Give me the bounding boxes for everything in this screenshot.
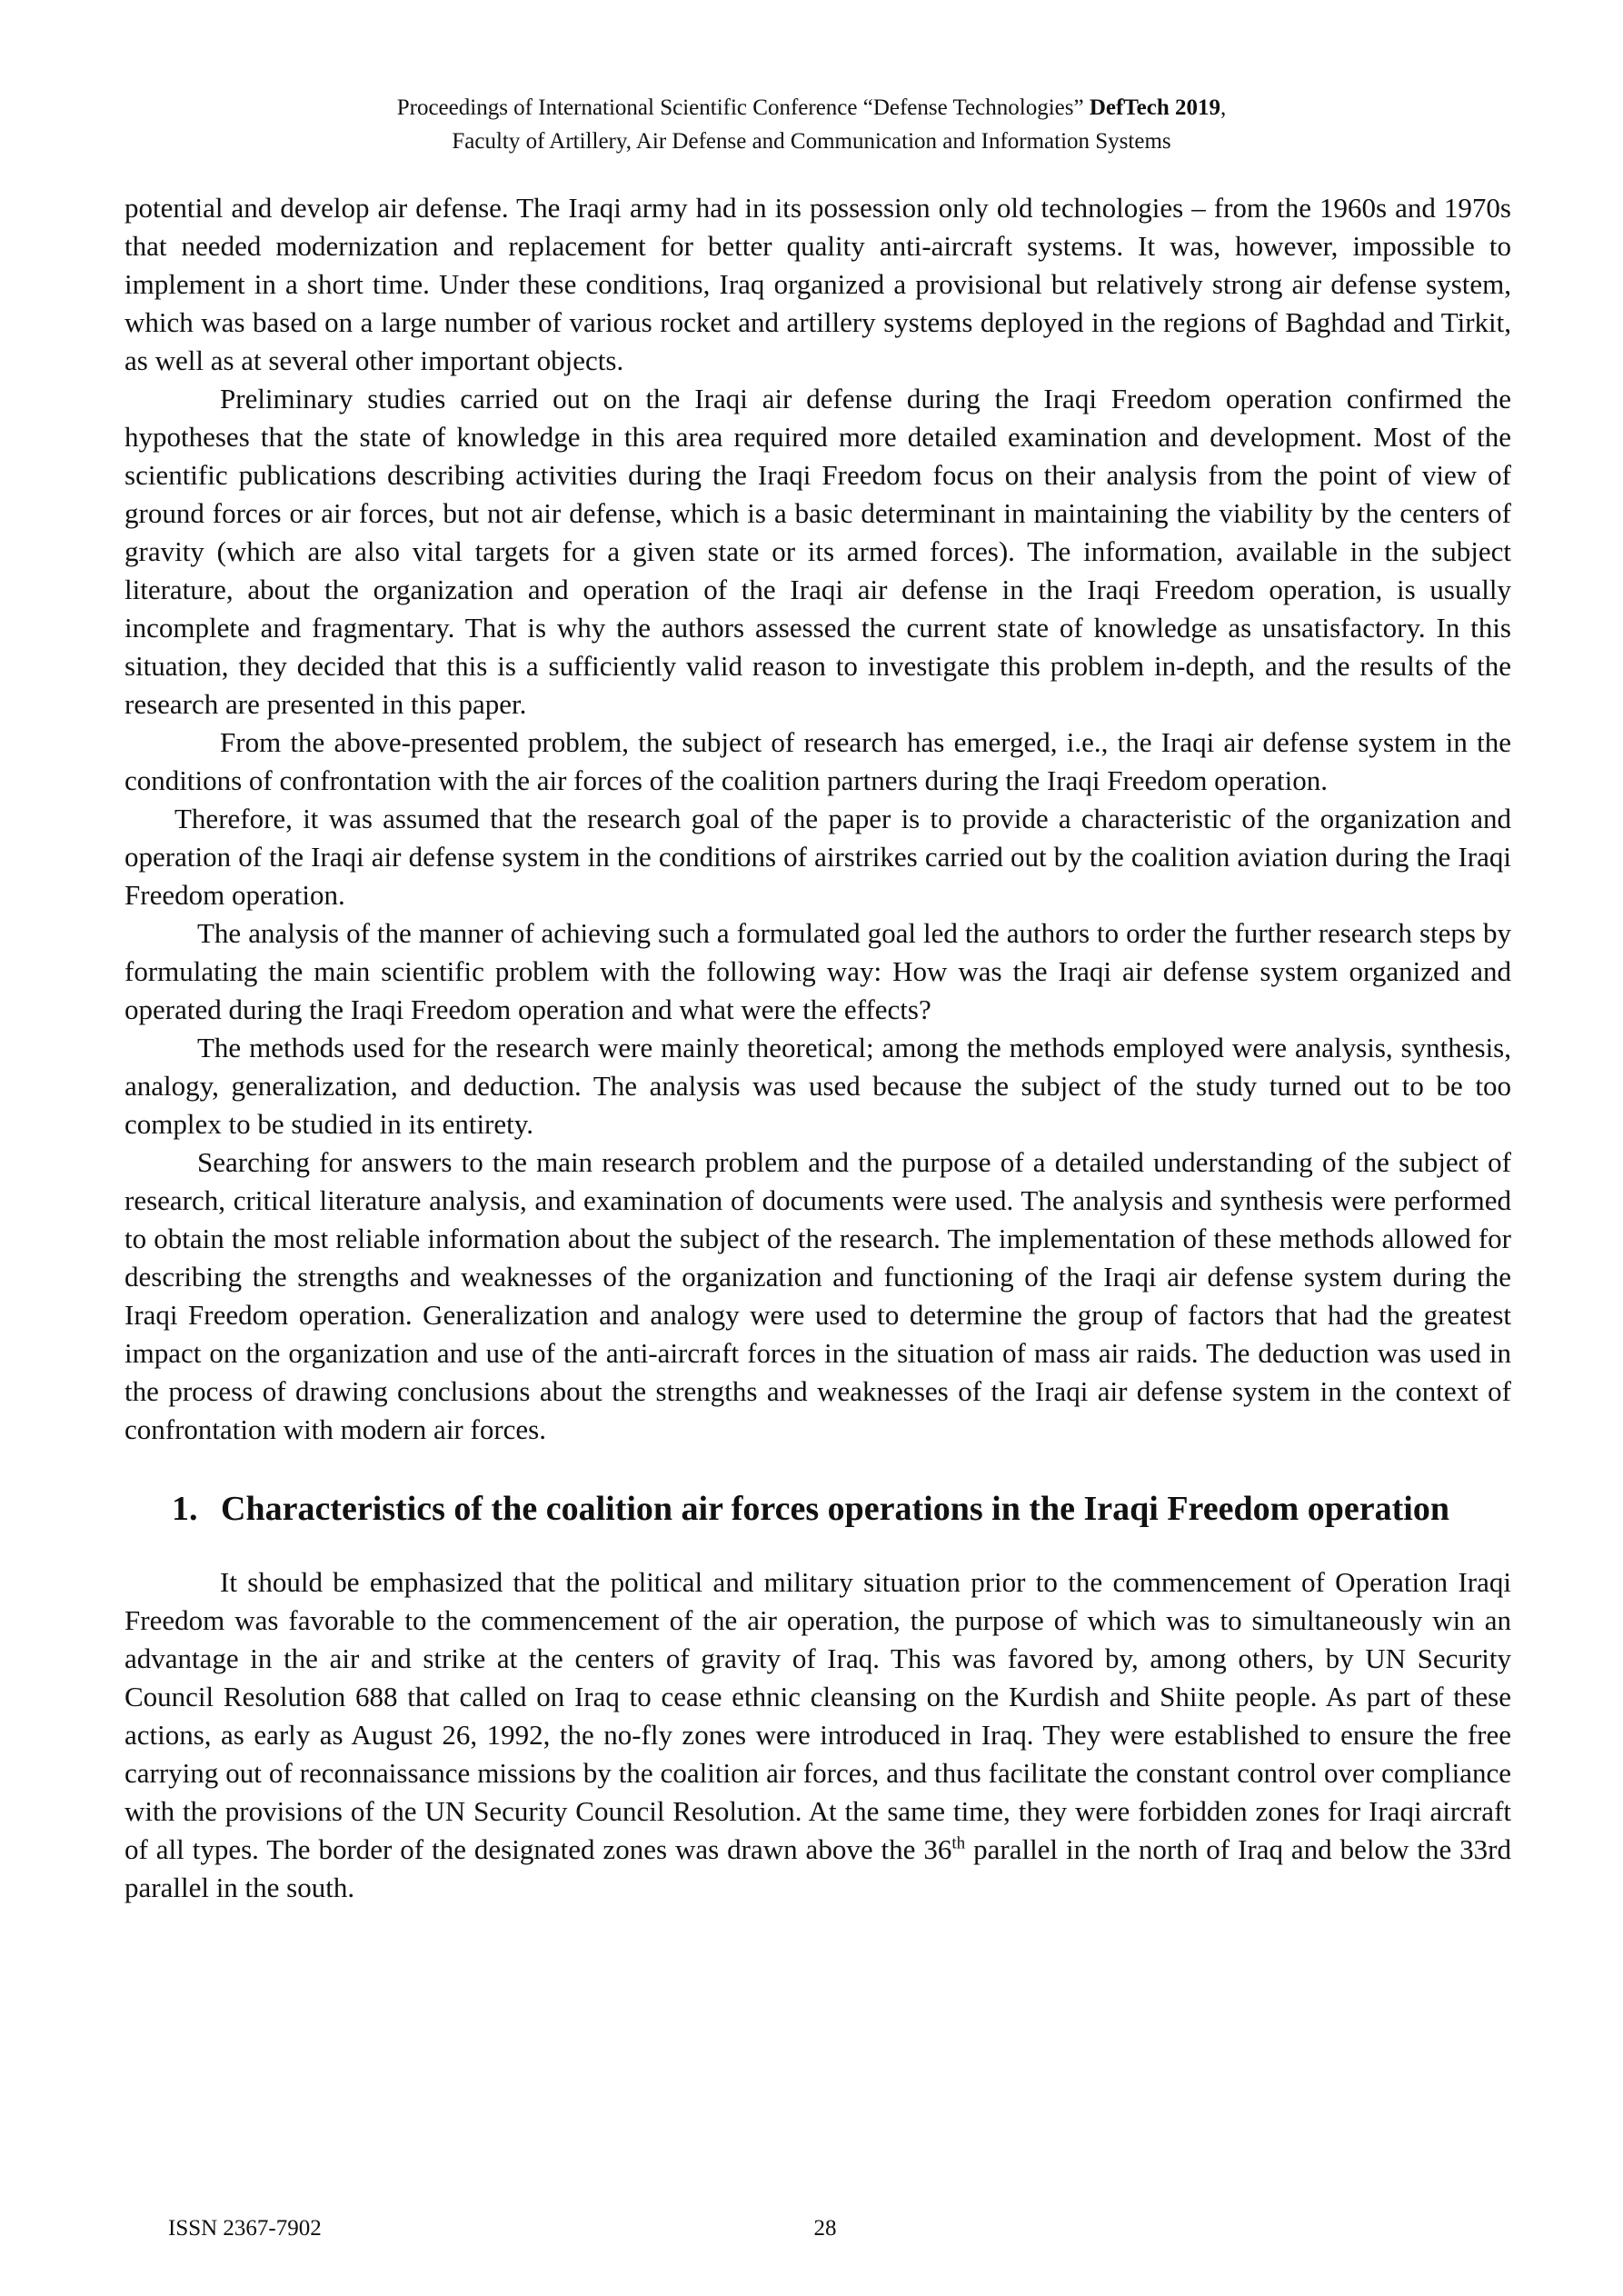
header-conference-acronym: DefTech 2019 xyxy=(1089,95,1221,120)
paragraph-text: It should be emphasized that the political and military situation prior to the commencement of Operation Iraqi Freedom was favorable to the commencement of the air operation, the purpose of which was to simultaneously win an advantage in the air and strike at the centers of gravity of Iraq. This was favored by, among others, by UN Security Council Resolution 688 that called on Iraq to cease ethnic cleansing on the Kurdish and Shiite people. As part of these actions, as early as August 26, 1992, the no-fly zones were introduced in Iraq. They were established to ensure the free carrying out of reconnaissance missions by the coalition air forces, and thus facilitate the constant control over compliance with the provisions of the UN Security Council Resolution. At the same time, they were forbidden zones for Iraqi aircraft of all types. The border of the designated zones was drawn above the 36 xyxy=(124,1566,1511,1865)
paragraph-methods: The methods used for the research were mainly theoretical; among the methods employed were analysis, synthesis, analogy, generalization, and deduction. The analysis was used because the subject of the study turned out to be too complex to be studied in its entirety. xyxy=(124,1032,1511,1140)
section-title: Characteristics of the coalition air forces operations in the Iraqi Freedom operation xyxy=(221,1490,1449,1528)
paragraph-preliminary-studies: Preliminary studies carried out on the Iraqi air defense during the Iraqi Freedom operation confirmed the hypotheses that the state of knowledge in this area required more detailed examination and development. Most of the scientific publications describing activities during the Iraqi Freedom focus on their analysis from the point of view of ground forces or air forces, but not air defense, which is a basic determinant in maintaining the viability by the centers of gravity (which are also vital targets for a given state or its armed forces). The information, available in the subject literature, about the organization and operation of the Iraqi air defense in the Iraqi Freedom operation, is usually incomplete and fragmentary. That is why the authors assessed the current state of knowledge as unsatisfactory. In this situation, they decided that this is a sufficiently valid reason to investigate this problem in-depth, and the results of the research are presented in this paper. xyxy=(124,383,1511,720)
running-header xyxy=(0,91,1623,158)
section-number: 1. xyxy=(172,1490,198,1528)
paragraph-research-goal: Therefore, it was assumed that the research goal of the paper is to provide a characteristic of the organization and operation of the Iraqi air defense system in the conditions of airstrikes carried out by the coalition aviation during the Iraqi Freedom operation. xyxy=(124,803,1511,911)
paragraph-research-problem: The analysis of the manner of achieving such a formulated goal led the authors to order the further research steps by formulating the main scientific problem with the following way: How was the Iraqi air defense system organized and operated during the Iraqi Freedom operation and what were the effects? xyxy=(124,917,1511,1025)
paragraph-continuation: potential and develop air defense. The Iraqi army had in its possession only old technologies – from the 1960s and 1970s that needed modernization and replacement for better quality anti-aircraft systems. It was, however, impossible to implement in a short time. Under these conditions, Iraq organized a provisional but relatively strong air defense system, which was based on a large number of various rocket and artillery systems deployed in the regions of Baghdad and Tirkit, as well as at several other important objects. xyxy=(124,192,1511,376)
paragraph-text-end: parallel in the north of Iraq and below the 33rd parallel in the south. xyxy=(124,1833,1512,1903)
page-body xyxy=(124,189,1511,1907)
paragraph-research-subject: From the above-presented problem, the subject of research has emerged, i.e., the Iraqi air defense system in the conditions of confrontation with the air forces of the coalition partners during the Iraqi Freedom operation. xyxy=(124,726,1511,796)
header-line-2: Faculty of Artillery, Air Defense and Communication and Information Systems xyxy=(452,129,1171,154)
ordinal-superscript: th xyxy=(951,1833,966,1853)
issn-label: ISSN 2367-7902 xyxy=(168,2216,322,2241)
paragraph-literature-analysis: Searching for answers to the main research problem and the purpose of a detailed understanding of the subject of research, critical literature analysis, and examination of documents were used. The analysis and synthesis were performed to obtain the most reliable information about the subject of the research. The implementation of these methods allowed for describing the strengths and weaknesses of the organization and functioning of the Iraqi air defense system during the Iraqi Freedom operation. Generalization and analogy were used to determine the group of factors that had the greatest impact on the organization and use of the anti-aircraft forces in the situation of mass air raids. The deduction was used in the process of drawing conclusions about the strengths and weaknesses of the Iraqi air defense system in the context of confrontation with modern air forces. xyxy=(124,1146,1511,1445)
header-comma: , xyxy=(1220,95,1227,120)
page-number: 28 xyxy=(813,2216,837,2241)
paragraph-political-situation xyxy=(124,1563,1511,1907)
header-line-1 xyxy=(0,91,1623,125)
section-heading xyxy=(172,1478,1511,1540)
header-conference-name: Proceedings of International Scientific Conference “Defense Technologies” xyxy=(396,95,1090,120)
